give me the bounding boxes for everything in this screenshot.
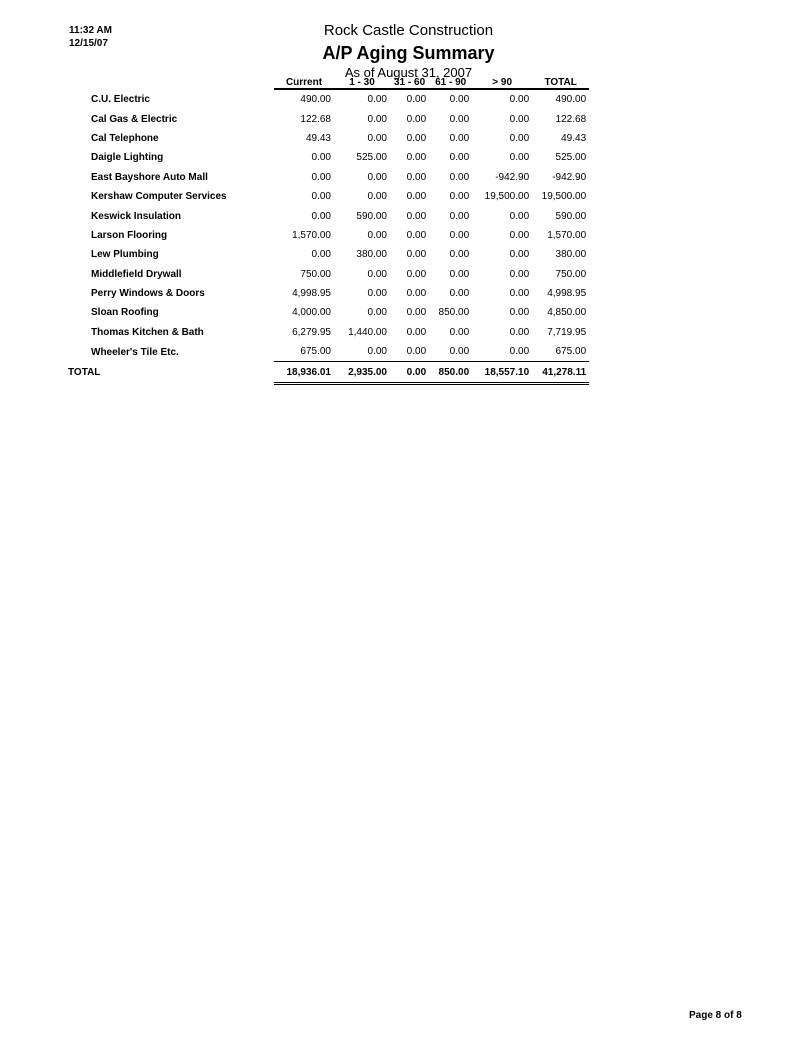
amount-total: 380.00 [555,249,587,261]
amount-31-60: 0.00 [406,171,427,183]
amount-1-30: 590.00 [356,210,387,222]
amount-total: 122.68 [555,113,587,125]
report-time: 11:32 AM [69,25,112,36]
amount-over-90: -942.90 [495,171,530,183]
amount-total: 750.00 [555,268,587,280]
amount-31-60: 0.00 [406,307,427,319]
vendor-name: Wheeler's Tile Etc. [91,346,179,358]
table-row [66,323,589,342]
vendor-name: Cal Telephone [91,132,159,144]
amount-61-90: 0.00 [449,191,470,203]
amount-total: 590.00 [555,210,587,222]
amount-current: 1,570.00 [292,229,331,241]
amount-31-60: 0.00 [406,94,427,106]
amount-31-60: 0.00 [390,342,429,362]
amount-61-90: 0.00 [449,113,470,125]
amount-61-90: 0.00 [449,326,470,338]
vendor-name: Perry Windows & Doors [91,288,205,300]
amount-1-30: 0.00 [367,268,387,280]
amount-31-60: 0.00 [406,132,427,144]
report-title: A/P Aging Summary [322,43,495,63]
amount-total: 4,850.00 [547,307,587,319]
amount-current: 675.00 [274,342,334,362]
amount-31-60: 0.00 [406,249,427,261]
amount-31-60: 0.00 [406,210,427,222]
amount-current: 0.00 [311,210,331,222]
amount-31-60: 0.00 [406,113,427,125]
table-row [66,168,589,187]
amount-total: -942.90 [552,171,587,183]
amount-61-90: 0.00 [449,268,470,280]
amount-1-30: 0.00 [367,288,387,300]
table-row [66,148,589,167]
vendor-name: Daigle Lighting [91,152,164,164]
vendor-name: Lew Plumbing [91,249,159,261]
table-row [66,342,589,362]
amount-over-90: 0.00 [509,268,530,280]
column-header-over-90: > 90 [472,70,532,89]
vendor-name: Cal Gas & Electric [91,113,178,125]
total-over-90: 18,557.10 [472,362,532,384]
amount-1-30: 0.00 [367,132,387,144]
amount-1-30: 1,440.00 [348,326,387,338]
amount-31-60: 0.00 [406,326,427,338]
table-row [66,89,589,109]
vendor-name: Middlefield Drywall [91,268,182,280]
total-31-60: 0.00 [390,362,429,384]
amount-1-30: 0.00 [367,191,387,203]
amount-1-30: 0.00 [367,171,387,183]
aging-table-body [66,89,589,384]
amount-total: 19,500.00 [541,191,587,203]
amount-over-90: 0.00 [472,342,532,362]
amount-31-60: 0.00 [406,191,427,203]
amount-61-90: 0.00 [449,94,470,106]
amount-1-30: 0.00 [367,229,387,241]
amount-61-90: 0.00 [449,171,470,183]
amount-1-30: 380.00 [356,249,387,261]
amount-61-90: 0.00 [449,152,470,164]
amount-current: 4,000.00 [292,307,331,319]
vendor-name: C.U. Electric [91,93,150,105]
amount-current: 4,998.95 [292,288,331,300]
amount-31-60: 0.00 [406,152,427,164]
amount-1-30: 525.00 [356,152,387,164]
amount-1-30: 0.00 [334,342,390,362]
table-row [66,129,589,148]
amount-31-60: 0.00 [406,288,427,300]
table-row [66,206,589,225]
total-total: 41,278.11 [532,362,589,384]
amount-over-90: 0.00 [509,249,530,261]
amount-31-60: 0.00 [406,229,427,241]
table-row [66,245,589,264]
amount-31-60: 0.00 [406,268,427,280]
amount-61-90: 0.00 [449,210,470,222]
amount-61-90: 850.00 [438,307,470,319]
total-row [66,362,589,384]
amount-total: 7,719.95 [547,326,587,338]
amount-current: 49.43 [305,132,331,144]
column-header-total: TOTAL [532,70,589,89]
table-row [66,284,589,303]
table-row [66,265,589,284]
table-row [66,226,589,245]
table-row [66,303,589,322]
vendor-name: Kershaw Computer Services [91,191,227,203]
aging-summary-table [66,70,589,385]
amount-over-90: 0.00 [509,94,530,106]
amount-total: 4,998.95 [547,288,587,300]
table-row [66,187,589,206]
amount-current: 0.00 [311,171,331,183]
vendor-name: Keswick Insulation [91,210,182,222]
amount-current: 6,279.95 [292,326,331,338]
amount-over-90: 0.00 [509,307,530,319]
amount-current: 0.00 [311,191,331,203]
amount-current: 750.00 [300,268,331,280]
amount-total: 525.00 [555,152,587,164]
amount-total: 675.00 [532,342,589,362]
amount-current: 122.68 [300,113,331,125]
amount-over-90: 0.00 [509,326,530,338]
total-label: TOTAL [68,367,101,379]
total-61-90: 850.00 [429,362,472,384]
amount-total: 1,570.00 [547,229,587,241]
total-1-30: 2,935.00 [334,362,390,384]
amount-over-90: 0.00 [509,152,530,164]
column-header-current: Current [274,70,334,89]
column-header-31-60: 31 - 60 [390,70,429,89]
column-header-61-90: 61 - 90 [429,70,472,89]
vendor-name: East Bayshore Auto Mall [91,171,208,183]
column-header-1-30: 1 - 30 [334,70,390,89]
amount-current: 0.00 [311,249,331,261]
report-subtitle: As of August 31, 2007 [344,65,473,80]
company-name: Rock Castle Construction [323,22,494,39]
column-header-row [66,70,589,89]
amount-total: 49.43 [561,132,587,144]
amount-1-30: 0.00 [367,113,387,125]
report-date: 12/15/07 [69,38,108,49]
amount-61-90: 0.00 [449,229,470,241]
vendor-name: Thomas Kitchen & Bath [91,326,204,338]
amount-current: 0.00 [311,152,331,164]
amount-over-90: 0.00 [509,288,530,300]
amount-61-90: 0.00 [449,288,470,300]
amount-1-30: 0.00 [367,94,387,106]
amount-over-90: 0.00 [509,229,530,241]
vendor-name: Larson Flooring [91,229,168,241]
amount-over-90: 0.00 [509,132,530,144]
amount-61-90: 0.00 [429,342,472,362]
amount-total: 490.00 [555,94,587,106]
amount-61-90: 0.00 [449,132,470,144]
amount-over-90: 19,500.00 [484,191,530,203]
amount-over-90: 0.00 [509,113,530,125]
amount-over-90: 0.00 [509,210,530,222]
column-header-blank [66,70,274,89]
amount-61-90: 0.00 [449,249,470,261]
amount-current: 490.00 [300,94,331,106]
total-current: 18,936.01 [274,362,334,384]
vendor-name: Sloan Roofing [91,307,159,319]
page-number: Page 8 of 8 [689,1010,742,1021]
table-row [66,109,589,128]
amount-1-30: 0.00 [367,307,387,319]
